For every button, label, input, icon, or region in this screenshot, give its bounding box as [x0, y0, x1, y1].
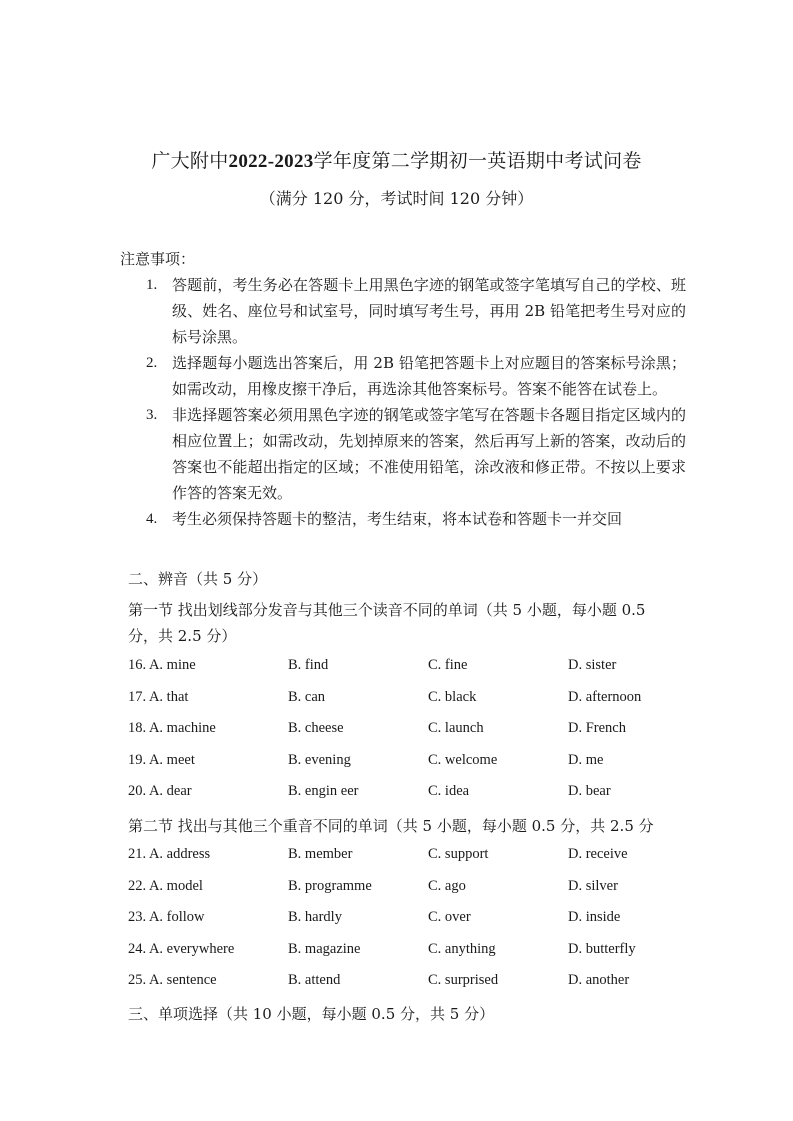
option-c: C. welcome [428, 751, 498, 768]
option-a: 20. A. dear [128, 783, 192, 800]
option-b: B. find [288, 657, 329, 673]
option-d: D. receive [568, 846, 628, 862]
question-row [128, 846, 688, 878]
title-school: 广大附中 [151, 150, 229, 172]
question-row [128, 972, 688, 1004]
title-rest: 学年度第二学期初一英语期中考试问卷 [313, 150, 642, 172]
option-a: 21. A. address [128, 846, 211, 862]
option-a: 24. A. everywhere [128, 940, 235, 957]
notice-text: 答题前，考生务必在答题卡上用黑色字迹的钢笔或签字笔填写自己的学校、班级、姓名、座位号和试室号，同时填写考生号，再用 2B 铅笔把考生号对应的标号涂黑。 [172, 276, 686, 346]
question-row [128, 909, 688, 941]
question-row [128, 689, 688, 721]
option-a: 25. A. sentence [128, 972, 217, 989]
question-row [128, 878, 688, 910]
option-d: D. sister [568, 657, 617, 673]
option-b: B. hardly [288, 909, 342, 926]
notice-number: 3. [146, 407, 158, 423]
option-d: D. French [568, 720, 626, 737]
question-row [128, 657, 688, 689]
option-b: B. cheese [288, 720, 344, 737]
option-d: D. me [568, 751, 604, 768]
notice-item [146, 272, 686, 350]
section-2-part-2-heading: 第二节 找出与其他三个重音不同的单词（共 5 小题，每小题 0.5 分，共 2.5 分 [128, 817, 654, 835]
notice-number: 1. [146, 277, 158, 293]
option-a: 22. A. model [128, 877, 203, 894]
option-c: C. idea [428, 783, 470, 800]
section-2-part-1-heading: 第一节 找出划线部分发音与其他三个读音不同的单词（共 5 小题，每小题 0.5 分，共 2.5 分） [128, 601, 646, 645]
notice-list [146, 272, 686, 532]
option-a: 18. A. machine [128, 720, 216, 737]
option-a: 23. A. follow [128, 909, 205, 926]
notice-text: 选择题每小题选出答案后，用 2B 铅笔把答题卡上对应题目的答案标号涂黑；如需改动，用橡皮擦干净后，再选涂其他答案标号。答案不能答在试卷上。 [172, 354, 686, 398]
option-c: C. ago [428, 877, 466, 894]
question-row [128, 941, 688, 973]
section-3-heading: 三、单项选择（共 10 小题，每小题 0.5 分，共 5 分） [128, 1005, 495, 1023]
option-b: B. programme [288, 877, 372, 894]
question-row [128, 783, 688, 815]
notice-item [146, 506, 686, 532]
option-c: C. anything [428, 940, 496, 957]
option-c: C. over [428, 909, 471, 926]
option-c: C. launch [428, 720, 484, 737]
exam-title [0, 146, 793, 173]
question-row [128, 752, 688, 784]
option-c: C. black [428, 688, 477, 705]
option-b: B. can [288, 688, 326, 705]
question-row [128, 720, 688, 752]
notice-number: 2. [146, 355, 158, 371]
notice-text: 考生必须保持答题卡的整洁，考生结束，将本试卷和答题卡一并交回 [172, 510, 623, 528]
option-c: C. fine [428, 657, 468, 673]
notice-number: 4. [146, 511, 158, 527]
option-c: C. surprised [428, 972, 499, 989]
option-b: B. magazine [288, 940, 361, 957]
section-2-heading: 二、辨音（共 5 分） [128, 570, 268, 588]
option-d: D. inside [568, 909, 621, 926]
option-b: B. attend [288, 972, 341, 989]
question-grid-part-2 [128, 846, 688, 1004]
option-a: 16. A. mine [128, 657, 196, 673]
notice-heading: 注意事项： [120, 250, 196, 268]
option-a: 17. A. that [128, 688, 189, 705]
title-year: 2022-2023 [228, 151, 314, 172]
option-d: D. another [568, 972, 630, 989]
option-b: B. engin eer [288, 783, 359, 800]
notice-item [146, 350, 686, 402]
option-c: C. support [428, 846, 489, 862]
question-grid-part-1 [128, 657, 688, 815]
option-a: 19. A. meet [128, 751, 195, 768]
option-d: D. butterfly [568, 940, 636, 957]
option-d: D. afternoon [568, 688, 642, 705]
option-d: D. bear [568, 783, 611, 800]
exam-subtitle: （满分 120 分，考试时间 120 分钟） [259, 189, 534, 208]
notice-text: 非选择题答案必须用黑色字迹的钢笔或签字笔写在答题卡各题目指定区域内的相应位置上；如需改动，先划掉原来的答案，然后再写上新的答案，改动后的答案也不能超出指定的区域；不准使用铅笔，涂改液和修正带。不按以上要求作答的答案无效。 [172, 406, 686, 502]
option-d: D. silver [568, 877, 618, 894]
option-b: B. evening [288, 751, 351, 768]
option-b: B. member [288, 846, 353, 862]
notice-item [146, 402, 686, 506]
